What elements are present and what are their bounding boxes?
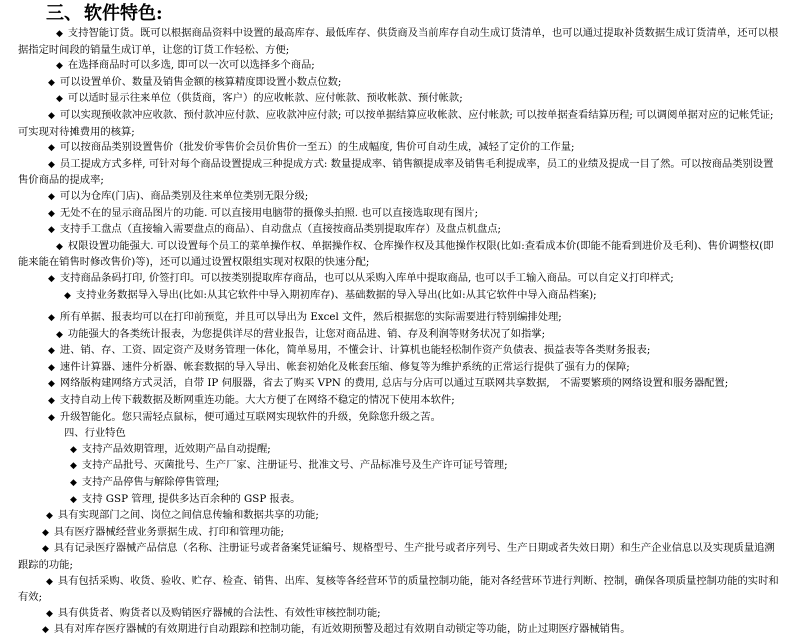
bullet-icon: ◆ — [48, 191, 55, 202]
feature-text: 功能强大的各类统计报表，为您提供详尽的营业报告，让您对商品进、销、存及利润等财务状况了如指掌; — [67, 327, 546, 340]
feature-item — [18, 376, 783, 393]
feature-text: 具有包括采购、收货、验收、贮存、检查、销售、出库、复核等各经营环节的质量控制功能，能对各经营环节进行判断、控制，确保各项质量控制功能的实时和有效; — [18, 574, 779, 604]
bullet-icon: ◆ — [48, 273, 55, 284]
bullet-icon: ◆ — [48, 208, 55, 219]
feature-text: 员工提成方式多样, 可针对每个商品设置提成三种提成方式: 数量提成率、销售额提成率及销售毛利提成率，员工的业绩及提成一目了然。可以按商品类别设置售价商品的提成率; — [18, 157, 774, 187]
feature-text: 支持自动上传下载数据及断网重连功能。大大方便了在网络不稳定的情况下使用本软件; — [59, 394, 455, 407]
feature-item — [18, 271, 783, 288]
section-title-text: 软件特色: — [84, 3, 163, 24]
feature-text: 可以实现预收款冲应收款、预付款冲应付款、应收款冲应付款; 可以按单据结算应收帐款、应付帐款; 可以按单据查看结算历程; 可以调阅单据对应的记帐凭证; 可实现对待摊费用的核算; — [18, 108, 774, 138]
feature-item — [18, 393, 783, 410]
feature-text: 权限设置功能强大. 可以设置每个员工的菜单操作权、单据操作权、仓库操作权及其他操作权限(比如:查看成本价(即能不能看到进价及毛利)、售价调整权(即能来能在销售时修改售价)等)，还可以通过设置权限组实现对权限的快速分配; — [18, 239, 774, 269]
feature-item — [18, 410, 783, 427]
bullet-icon: ◆ — [48, 159, 55, 170]
bullet-icon: ◆ — [70, 444, 77, 455]
feature-text: 可以为仓库(门店)、商品类别及往来单位类别无限分级; — [59, 189, 309, 202]
feature-text: 支持产品停售与解除停售管理; — [81, 476, 220, 489]
bullet-icon: ◆ — [56, 61, 63, 72]
bullet-icon: ◆ — [56, 29, 63, 39]
medical-feature-list — [18, 508, 783, 639]
industry-item — [18, 458, 783, 475]
bullet-icon: ◆ — [48, 77, 55, 88]
bullet-icon: ◆ — [46, 576, 53, 587]
bullet-icon: ◆ — [70, 478, 77, 489]
feature-text: 升级智能化。您只需轻点鼠标，便可通过互联网实现软件的升级，免除您升级之苦。 — [59, 410, 441, 423]
bullet-icon: ◆ — [56, 329, 63, 340]
feature-item — [18, 26, 783, 58]
bullet-icon: ◆ — [48, 313, 55, 324]
feature-text: 在选择商品时可以多选, 即可以一次可以选择多个商品; — [67, 59, 315, 72]
bullet-icon: ◆ — [42, 544, 49, 555]
feature-text: 具有实现部门之间、岗位之间信息传输和数据共享的功能; — [57, 509, 319, 522]
feature-item — [18, 343, 783, 360]
bullet-icon: ◆ — [64, 290, 71, 301]
feature-item — [18, 108, 783, 140]
industry-item — [18, 492, 783, 509]
feature-item — [18, 310, 783, 327]
feature-item — [18, 75, 783, 92]
bullet-icon: ◆ — [42, 527, 49, 538]
bullet-icon: ◆ — [48, 143, 55, 154]
feature-item — [18, 239, 783, 271]
feature-text: 支持智能订货。既可以根据商品资料中设置的最高库存、最低库存、供货商及当前库存自动生成订货清单，也可以通过提取补货数据生成订货清单，还可以根据指定时间段的销量生成订单，让您的订货工作轻松、方便; — [18, 27, 779, 56]
section-title — [46, 4, 783, 24]
bullet-icon: ◆ — [48, 225, 55, 236]
feature-text: 支持 GSP 管理, 提供多达百余种的 GSP 报表。 — [81, 492, 301, 505]
bullet-icon: ◆ — [70, 461, 77, 472]
medical-item — [18, 622, 783, 639]
industry-item — [18, 442, 783, 459]
industry-feature-list — [18, 442, 783, 508]
feature-text: 支持产品效期管理，近效期产品自动提醒; — [81, 442, 271, 455]
medical-item — [18, 508, 783, 525]
bullet-icon: ◆ — [42, 625, 49, 636]
feature-text: 可以适时显示往来单位（供货商，客户）的应收帐款、应付帐款、预收帐款、预付帐款; — [67, 92, 463, 105]
feature-text: 所有单据、报表均可以在打印前预览，并且可以导出为 Excel 文件，然后根据您的实际需要进行特别编排处理; — [59, 311, 562, 324]
section-number: 三、 — [46, 3, 82, 24]
feature-text: 支持产品批号、灭菌批号、生产厂家、注册证号、批准文号、产品标准号及生产许可证号管理; — [81, 459, 508, 472]
feature-text: 支持手工盘点（直接输入需要盘点的商品）、自动盘点（直接按商品类别提取库存）及盘点机盘点; — [59, 223, 502, 236]
feature-item — [18, 222, 783, 239]
feature-item — [18, 157, 783, 189]
feature-text: 具有对库存医疗器械的有效期进行自动跟踪和控制功能，有近效期预警及超过有效期自动锁定等功能，防止过期医疗器械销售。 — [53, 623, 631, 636]
bullet-icon: ◆ — [48, 379, 55, 390]
medical-item — [18, 574, 783, 606]
feature-text: 可以设置单价、数量及销售金额的核算精度即设置小数点位数; — [59, 75, 342, 88]
feature-text: 进、销、存、工资、固定资产及财务管理一体化，简单易用，不懂会计、计算机也能轻松制作资产负债表、损益表等各类财务报表; — [59, 344, 651, 357]
feature-text: 无处不在的显示商品图片的功能. 可以直接用电脑带的摄像头拍照. 也可以直接选取现有图片; — [59, 206, 479, 219]
bullet-icon: ◆ — [56, 241, 63, 252]
feature-list — [18, 26, 783, 426]
industry-heading: 四、行业特色 — [64, 427, 126, 440]
bullet-icon: ◆ — [48, 346, 55, 357]
feature-text: 具有供货者、购货者以及购销医疗器械的合法性、有效性审核控制功能; — [57, 606, 381, 619]
feature-item — [18, 140, 783, 157]
bullet-icon: ◆ — [48, 110, 55, 121]
feature-item — [18, 288, 783, 305]
bullet-icon: ◆ — [48, 362, 55, 373]
feature-text: 可以按商品类别设置售价（批发价零售价会员价售价一至五）的生成幅度, 售价可自动生成，减轻了定价的工作量; — [59, 141, 575, 154]
feature-text: 支持商品条码打印, 价签打印。可以按类别提取库存商品，也可以从采购入库单中提取商品, 也可以手工输入商品。可以自定义打印样式; — [59, 271, 674, 284]
medical-item — [18, 525, 783, 542]
feature-item — [18, 58, 783, 75]
feature-item — [18, 327, 783, 344]
bullet-icon: ◆ — [46, 608, 53, 619]
medical-item — [18, 541, 783, 573]
bullet-icon: ◆ — [46, 511, 53, 522]
feature-text: 速件计算器、速件分析器、帐套数据的导入导出、帐套初始化及帐套压缩、修复等为维护系统的正常运行提供了强有力的保障; — [59, 360, 630, 373]
bullet-icon: ◆ — [56, 94, 63, 105]
feature-item — [18, 206, 783, 223]
feature-text: 具有医疗器械经营业务票据生成、打印和管理功能; — [53, 525, 284, 538]
feature-text: 网络版构建网络方式灵活，自带 IP 伺服器，省去了购买 VPN 的费用, 总店与分店可以通过互联网共享数据, 不需要繁琐的网络设置和服务器配置; — [59, 377, 729, 390]
bullet-icon: ◆ — [48, 396, 55, 407]
industry-item — [18, 475, 783, 492]
feature-item — [18, 91, 783, 108]
bullet-icon: ◆ — [70, 494, 77, 505]
feature-item — [18, 189, 783, 206]
feature-text: 具有记录医疗器械产品信息（名称、注册证号或者备案凭证编号、规格型号、生产批号或者序列号、生产日期或者失效日期）和生产企业信息以及实现质量追溯跟踪的功能; — [18, 542, 775, 571]
feature-text: 支持业务数据导入导出(比如:从其它软件中导入期初库存)、基础数据的导入导出(比如:从其它软件中导入商品档案); — [75, 288, 597, 301]
feature-item — [18, 360, 783, 377]
bullet-icon: ◆ — [48, 412, 55, 423]
